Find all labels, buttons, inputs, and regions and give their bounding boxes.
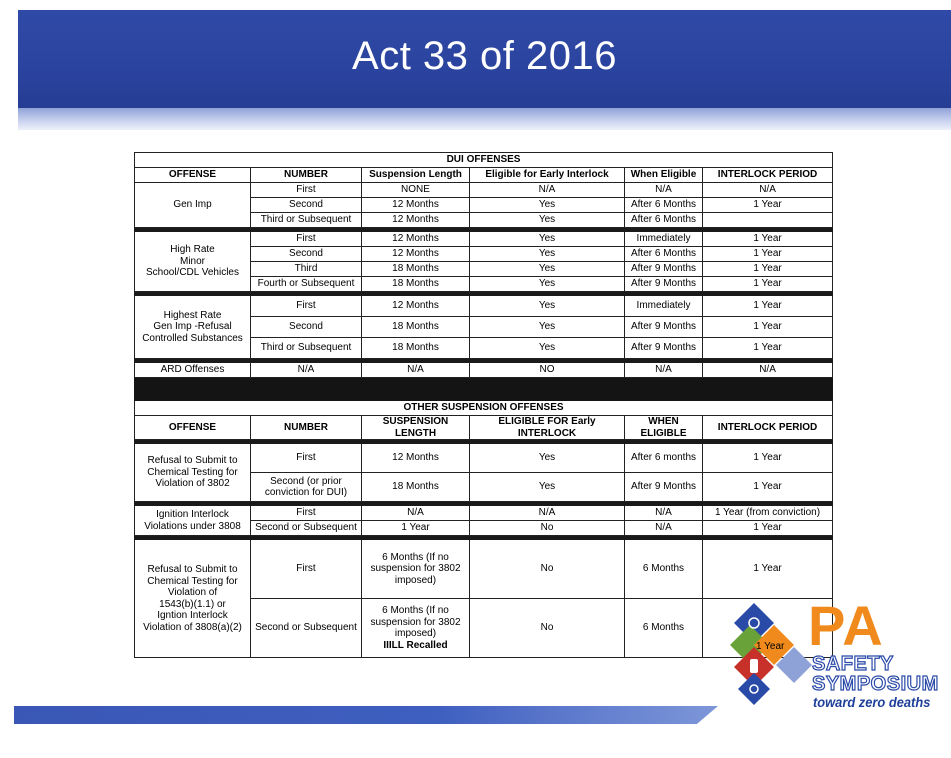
table-cell: Second or Subsequent	[251, 599, 362, 658]
logo-tagline: toward zero deaths	[813, 694, 931, 710]
table-cell: First	[251, 183, 362, 198]
offense-line: High Rate	[170, 244, 215, 256]
other-header-when: WHEN ELIGIBLE	[625, 416, 703, 440]
table-cell: After 6 Months	[625, 247, 703, 262]
highest-rate-offense	[135, 296, 251, 359]
refusal-3802-offense	[135, 444, 251, 502]
other-section-title: OTHER SUSPENSION OFFENSES	[135, 401, 833, 416]
table-cell: 6 Months (If no suspension for 3802 imposed)	[362, 540, 470, 599]
suspension-text: 6 Months (If no suspension for 3802 imposed)	[370, 605, 461, 639]
table-cell: Yes	[470, 338, 625, 359]
table-cell: N/A	[703, 363, 833, 378]
logo-symposium: SYMPOSIUM	[812, 673, 939, 695]
dui-header-number: NUMBER	[251, 168, 362, 183]
table-cell: After 6 Months	[625, 213, 703, 228]
table-cell: After 9 Months	[625, 338, 703, 359]
table-cell: N/A	[251, 363, 362, 378]
dui-header-interlock: INTERLOCK PERIOD	[703, 168, 833, 183]
table-cell: No	[470, 521, 625, 536]
dui-header-eligible: Eligible for Early Interlock	[470, 168, 625, 183]
table-cell: 1 Year	[703, 444, 833, 473]
diamond-bottom-icon	[738, 673, 770, 705]
table-cell: NONE	[362, 183, 470, 198]
table-cell: N/A	[625, 363, 703, 378]
table-cell: 18 Months	[362, 338, 470, 359]
table-cell: Immediately	[625, 232, 703, 247]
ard-offense: ARD Offenses	[135, 363, 251, 378]
offense-line: Violations under 3808	[144, 520, 241, 532]
table-cell: N/A	[625, 183, 703, 198]
recalled-text: IIILL Recalled	[383, 639, 448, 651]
table-cell: 1 Year	[703, 317, 833, 338]
table-cell: N/A	[625, 521, 703, 536]
offense-line: School/CDL Vehicles	[145, 267, 239, 279]
table-cell: 1 Year	[703, 296, 833, 317]
table-cell: Yes	[470, 262, 625, 277]
table-cell: 1 Year	[703, 198, 833, 213]
table-cell: Second	[251, 247, 362, 262]
other-header-eligible: ELIGIBLE FOR Early INTERLOCK	[470, 416, 625, 440]
offense-line: 1543(b)(1.1) or	[159, 598, 226, 610]
table-cell: 12 Months	[362, 232, 470, 247]
table-cell	[362, 599, 470, 658]
table-cell: Yes	[470, 277, 625, 292]
dui-header-suspension: Suspension Length	[362, 168, 470, 183]
table-cell: First	[251, 232, 362, 247]
table-cell: Yes	[470, 213, 625, 228]
table-cell: 1 Year (from conviction)	[703, 506, 833, 521]
bottom-bar	[14, 706, 718, 724]
table-cell: Immediately	[625, 296, 703, 317]
offense-line: Refusal to Submit to	[147, 564, 238, 575]
table-cell: 1 Year	[703, 262, 833, 277]
table-cell: 18 Months	[362, 277, 470, 292]
table-cell: N/A	[470, 506, 625, 521]
table-cell: After 9 Months	[625, 473, 703, 502]
table-cell: After 9 Months	[625, 277, 703, 292]
table-cell: Second or Subsequent	[251, 521, 362, 536]
table-cell: 1 Year	[703, 247, 833, 262]
table-cell: 18 Months	[362, 317, 470, 338]
table-cell: N/A	[362, 506, 470, 521]
offense-line: Igntion Interlock	[157, 610, 228, 621]
other-header-suspension: SUSPENSION LENGTH	[362, 416, 470, 440]
dui-section-title: DUI OFFENSES	[135, 153, 833, 168]
act33-table	[134, 152, 833, 658]
table-cell: After 9 Months	[625, 262, 703, 277]
gen-imp-offense: Gen Imp	[135, 183, 251, 228]
table-cell: 12 Months	[362, 198, 470, 213]
table-cell: Third	[251, 262, 362, 277]
offense-line: Violation of	[167, 587, 218, 598]
table-cell: N/A	[362, 363, 470, 378]
table-cell: Yes	[470, 232, 625, 247]
table-cell: 1 Year	[703, 338, 833, 359]
table-cell: 18 Months	[362, 473, 470, 502]
dui-header-when: When Eligible	[625, 168, 703, 183]
table-cell: 12 Months	[362, 296, 470, 317]
table-cell: No	[470, 599, 625, 658]
table-cell: Second	[251, 198, 362, 213]
table-cell: Third or Subsequent	[251, 213, 362, 228]
interlock-period-overlay: 1 Year	[756, 641, 785, 652]
table-cell: 1 Year	[703, 277, 833, 292]
table-cell: N/A	[625, 506, 703, 521]
table-cell: Third or Subsequent	[251, 338, 362, 359]
table-cell: First	[251, 540, 362, 599]
table-cell: No	[470, 540, 625, 599]
table-cell: First	[251, 296, 362, 317]
table-cell: 6 Months	[625, 540, 703, 599]
table-cell: After 6 months	[625, 444, 703, 473]
logo-pa: PA	[808, 594, 884, 657]
offense-line: Ignition Interlock	[156, 509, 229, 520]
table-cell: Fourth or Subsequent	[251, 277, 362, 292]
table-cell: Yes	[470, 444, 625, 473]
offense-line: Violation of 3802	[155, 478, 230, 490]
table-cell: Yes	[470, 198, 625, 213]
refusal-1543-offense	[135, 540, 251, 658]
table-cell: 1 Year	[703, 232, 833, 247]
table-cell: NO	[470, 363, 625, 378]
table-cell: Yes	[470, 473, 625, 502]
offense-line: Chemical Testing for	[147, 575, 238, 587]
table-cell: First	[251, 506, 362, 521]
table-cell: N/A	[703, 183, 833, 198]
table-cell: 12 Months	[362, 444, 470, 473]
table-cell: Yes	[470, 317, 625, 338]
offense-line: Chemical Testing for	[147, 466, 238, 478]
other-header-interlock: INTERLOCK PERIOD	[703, 416, 833, 440]
table-cell: 18 Months	[362, 262, 470, 277]
offense-line: Violation of 3808(a)(2)	[143, 621, 242, 633]
high-rate-offense	[135, 232, 251, 292]
offense-line: Gen Imp -Refusal	[153, 321, 232, 333]
table-cell: Second	[251, 317, 362, 338]
table-cell	[703, 213, 833, 228]
table-cell: After 6 Months	[625, 198, 703, 213]
offense-line: Minor	[179, 255, 205, 267]
table-cell: 6 Months	[625, 599, 703, 658]
page-title: Act 33 of 2016	[352, 34, 617, 78]
table-cell: 12 Months	[362, 247, 470, 262]
table-cell: After 9 Months	[625, 317, 703, 338]
table-cell: Yes	[470, 296, 625, 317]
banner-fade	[18, 108, 951, 130]
offense-line: Highest Rate	[163, 309, 222, 321]
dui-header-offense: OFFENSE	[135, 168, 251, 183]
traffic-light-icon	[750, 659, 758, 673]
table-cell: First	[251, 444, 362, 473]
table-cell: 1 Year	[703, 521, 833, 536]
table-cell: Second (or prior conviction for DUI)	[251, 473, 362, 502]
table-cell: 1 Year	[362, 521, 470, 536]
other-header-offense: OFFENSE	[135, 416, 251, 440]
table-cell: 1 Year	[703, 540, 833, 599]
other-header-number: NUMBER	[251, 416, 362, 440]
table-cell: Yes	[470, 247, 625, 262]
logo-safety: SAFETY	[812, 653, 894, 675]
ignition-3808-offense	[135, 506, 251, 536]
table-cell: N/A	[470, 183, 625, 198]
section-divider	[135, 378, 833, 401]
table-cell: 1 Year	[703, 473, 833, 502]
offense-line: Controlled Substances	[142, 332, 243, 344]
offense-line: Refusal to Submit to	[147, 455, 238, 467]
table-cell: 12 Months	[362, 213, 470, 228]
